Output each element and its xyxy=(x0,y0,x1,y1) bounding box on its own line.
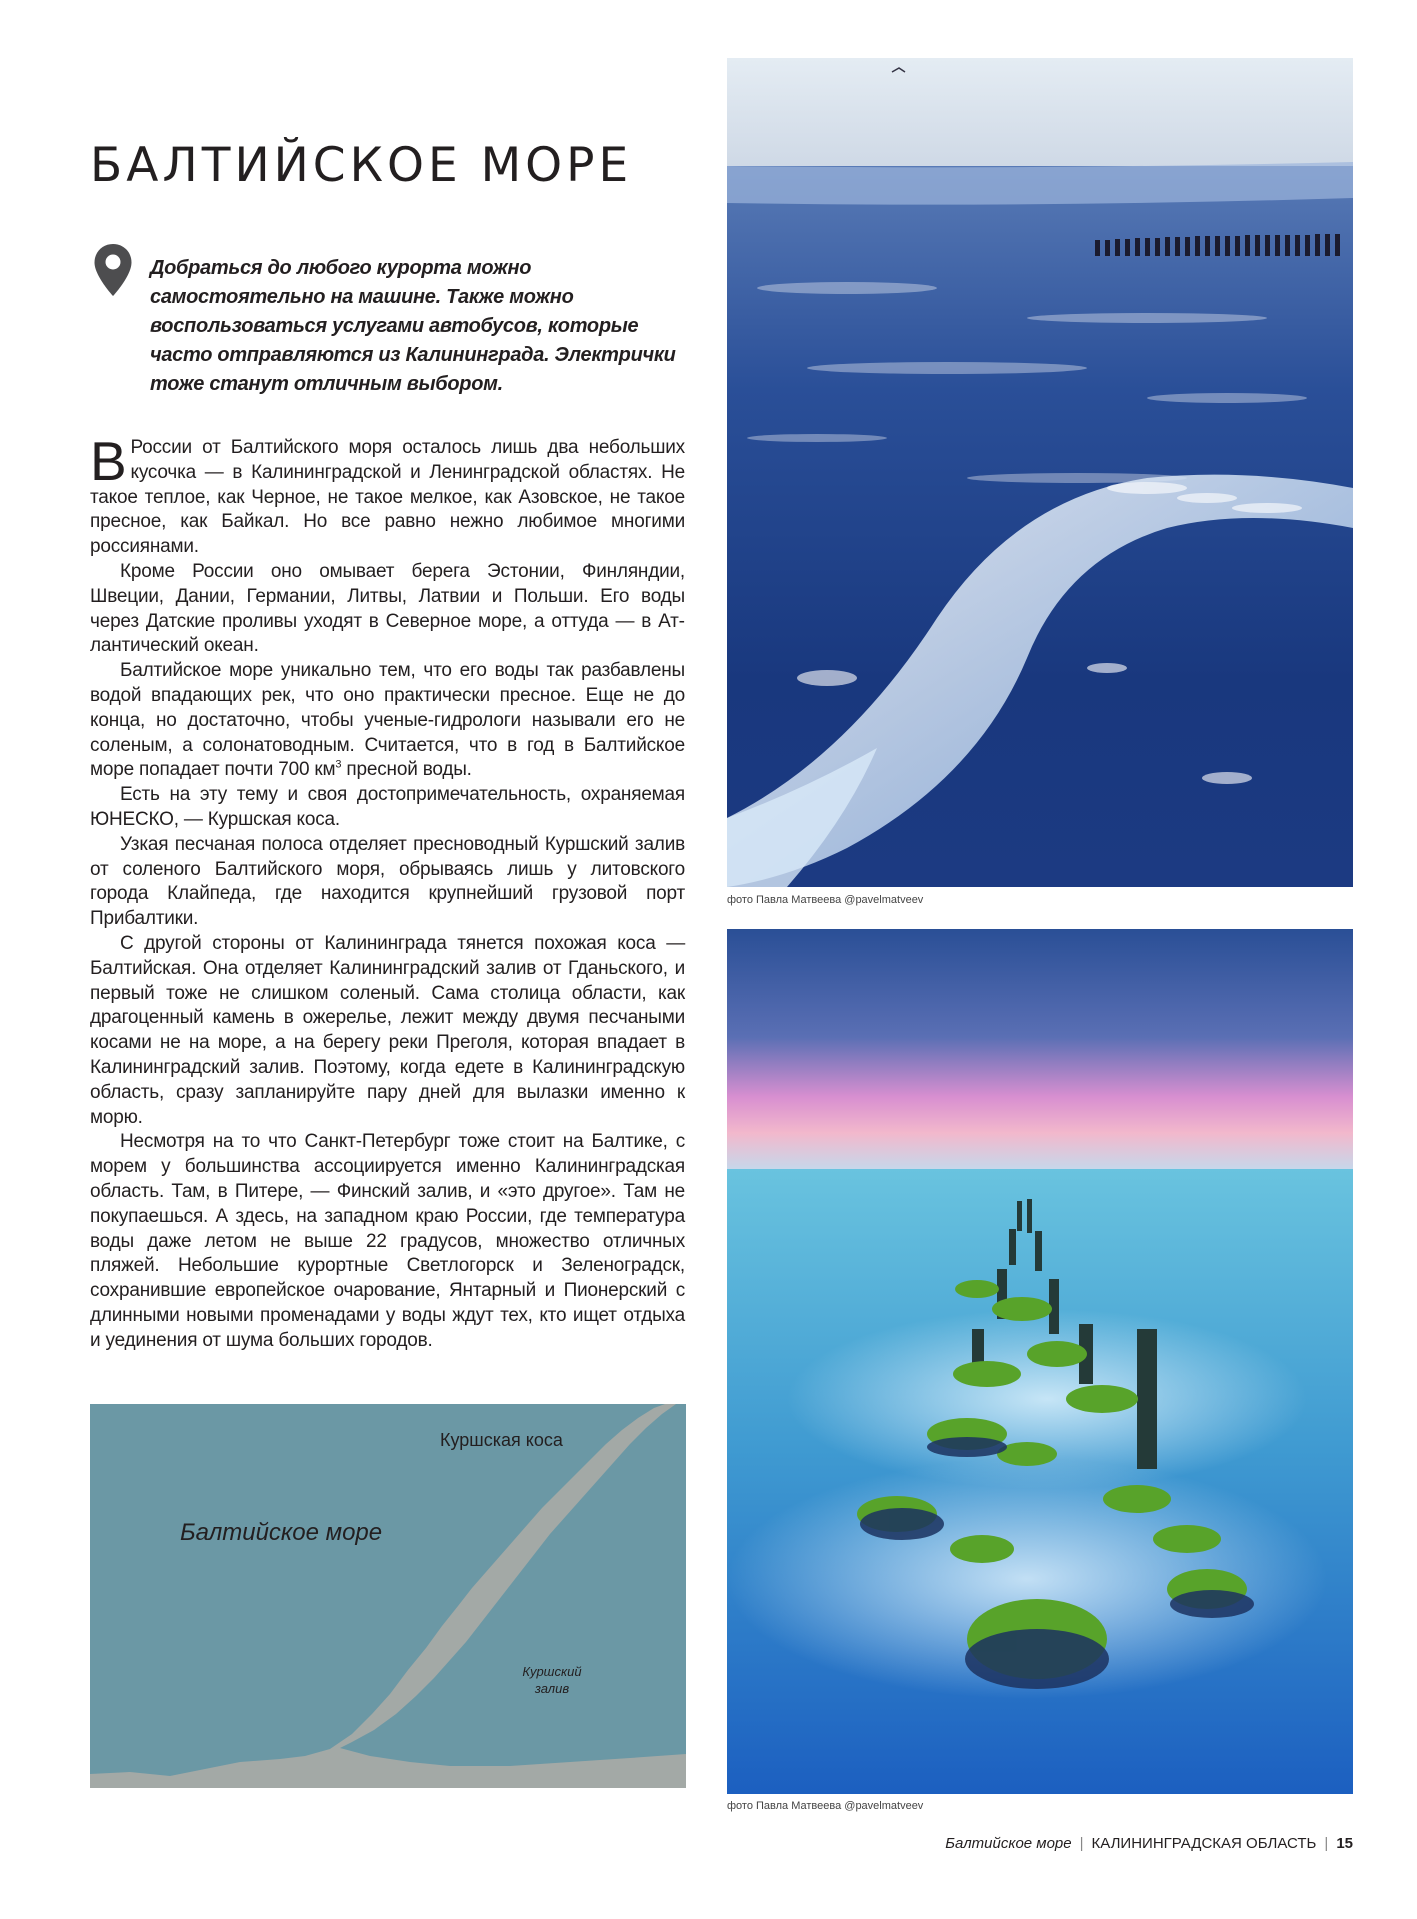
paragraph-1 xyxy=(90,430,685,560)
footer-section: Балтийское море xyxy=(945,1835,1072,1852)
paragraph-3-text: Балтийское море уникально тем, что его воды так разбавлены водой впадающих рек, что оно практически пресное. Еще не до конца, но достаточно, чтобы ученые-гидрологи называли его не соленым, а солонатоводным. Считается, что в год в Балтийское море попадает почти 700 км xyxy=(90,660,685,781)
photo-credit-2: фото Павла Матвеева @pavelmatveev xyxy=(727,1800,924,1812)
paragraph-6: С другой стороны от Калининграда тянется похожая коса — Балтийская. Она отделяет Калининградский залив от Гданьского, и первый тоже не слишком соленый. Сама столица области, как драгоценный камень в ожерелье, лежит между двумя песчаными косами не на море, а на берегу реки Преголя, которая впадает в Калининградский залив. Поэтому, когда едете в Калининградскую область, сразу запланируйте пару дней для вылазки именно к морю. xyxy=(90,932,685,1128)
paragraph-5: Узкая песчаная полоса отделяет пресноводный Куршский залив от соленого Балтийского моря, обрываясь лишь у литовского города Клайпеда, где находится крупнейший грузовой порт Прибалтики. xyxy=(90,833,685,930)
footer-divider: | xyxy=(1324,1835,1329,1852)
page-title: БАЛТИЙСКОЕ МОРЕ xyxy=(90,138,633,193)
paragraph-1-text: России от Балтийского моря осталось лишь два небольших кусочка — в Калининградской и Ленинградской областях. Не такое теплое, как Черное, не такое мелкое, как Азовское, не такое пресное, как Байкал. Но все равно нежно любимое многими россиянами. xyxy=(90,437,685,558)
page-footer xyxy=(945,1835,1353,1852)
map-lagoon-label-1: Куршский xyxy=(522,1664,582,1679)
frozen-sea-photo xyxy=(727,58,1353,887)
map-spit-label: Куршская коса xyxy=(440,1430,563,1450)
footer-region: КАЛИНИНГРАДСКАЯ ОБЛАСТЬ xyxy=(1091,1835,1317,1852)
page-number: 15 xyxy=(1336,1835,1353,1852)
lead-paragraph: Добраться до любого курорта можно самостоятельно на машине. Также можно воспользоваться услугами автобусов, которые часто отправляются из Калининграда. Электрички тоже станут отличным выбором. xyxy=(150,257,676,395)
map-lagoon-label-2: залив xyxy=(534,1681,570,1696)
location-pin-icon xyxy=(93,243,133,297)
paragraph-7: Несмотря на то что Санкт-Петербург тоже стоит на Балтике, с морем у большинства ассоциируется именно Калининградская область. Там, в Питере, — Финский залив, и «это другое». Там не покупаешься. А здесь, на западном краю России, где температура воды даже летом не выше 22 градусов, множество отличных пляжей. Небольшие курортные Светлогорск и Зеленоградск, сохранившие европейское очарование, Янтарный и Пионерский с длинными новыми променадами у воды ждут тех, кто ищет отдыха и уединения от шума больших городов. xyxy=(90,1131,685,1351)
drop-cap: В xyxy=(90,430,127,492)
paragraph-4: Есть на эту тему и своя достопримечательность, охраняемая ЮНЕСКО, — Куршская коса. xyxy=(90,784,685,830)
curonian-spit-map xyxy=(90,1404,686,1788)
superscript: 3 xyxy=(335,759,342,772)
photo-credit-1: фото Павла Матвеева @pavelmatveev xyxy=(727,894,924,906)
paragraph-3-end: пресной воды. xyxy=(341,759,472,781)
paragraph-3 xyxy=(90,659,685,783)
breakwater-photo xyxy=(727,929,1353,1794)
paragraph-2: Кроме России оно омывает берега Эстонии, Финляндии, Швеции, Дании, Германии, Литвы, Латвии и Польши. Его воды через Датские проливы уходят в Северное море, а оттуда — в Атлантический океан. xyxy=(90,560,685,657)
article-body xyxy=(90,430,685,1353)
footer-divider: | xyxy=(1079,1835,1084,1852)
map-sea-label: Балтийское море xyxy=(180,1519,383,1546)
